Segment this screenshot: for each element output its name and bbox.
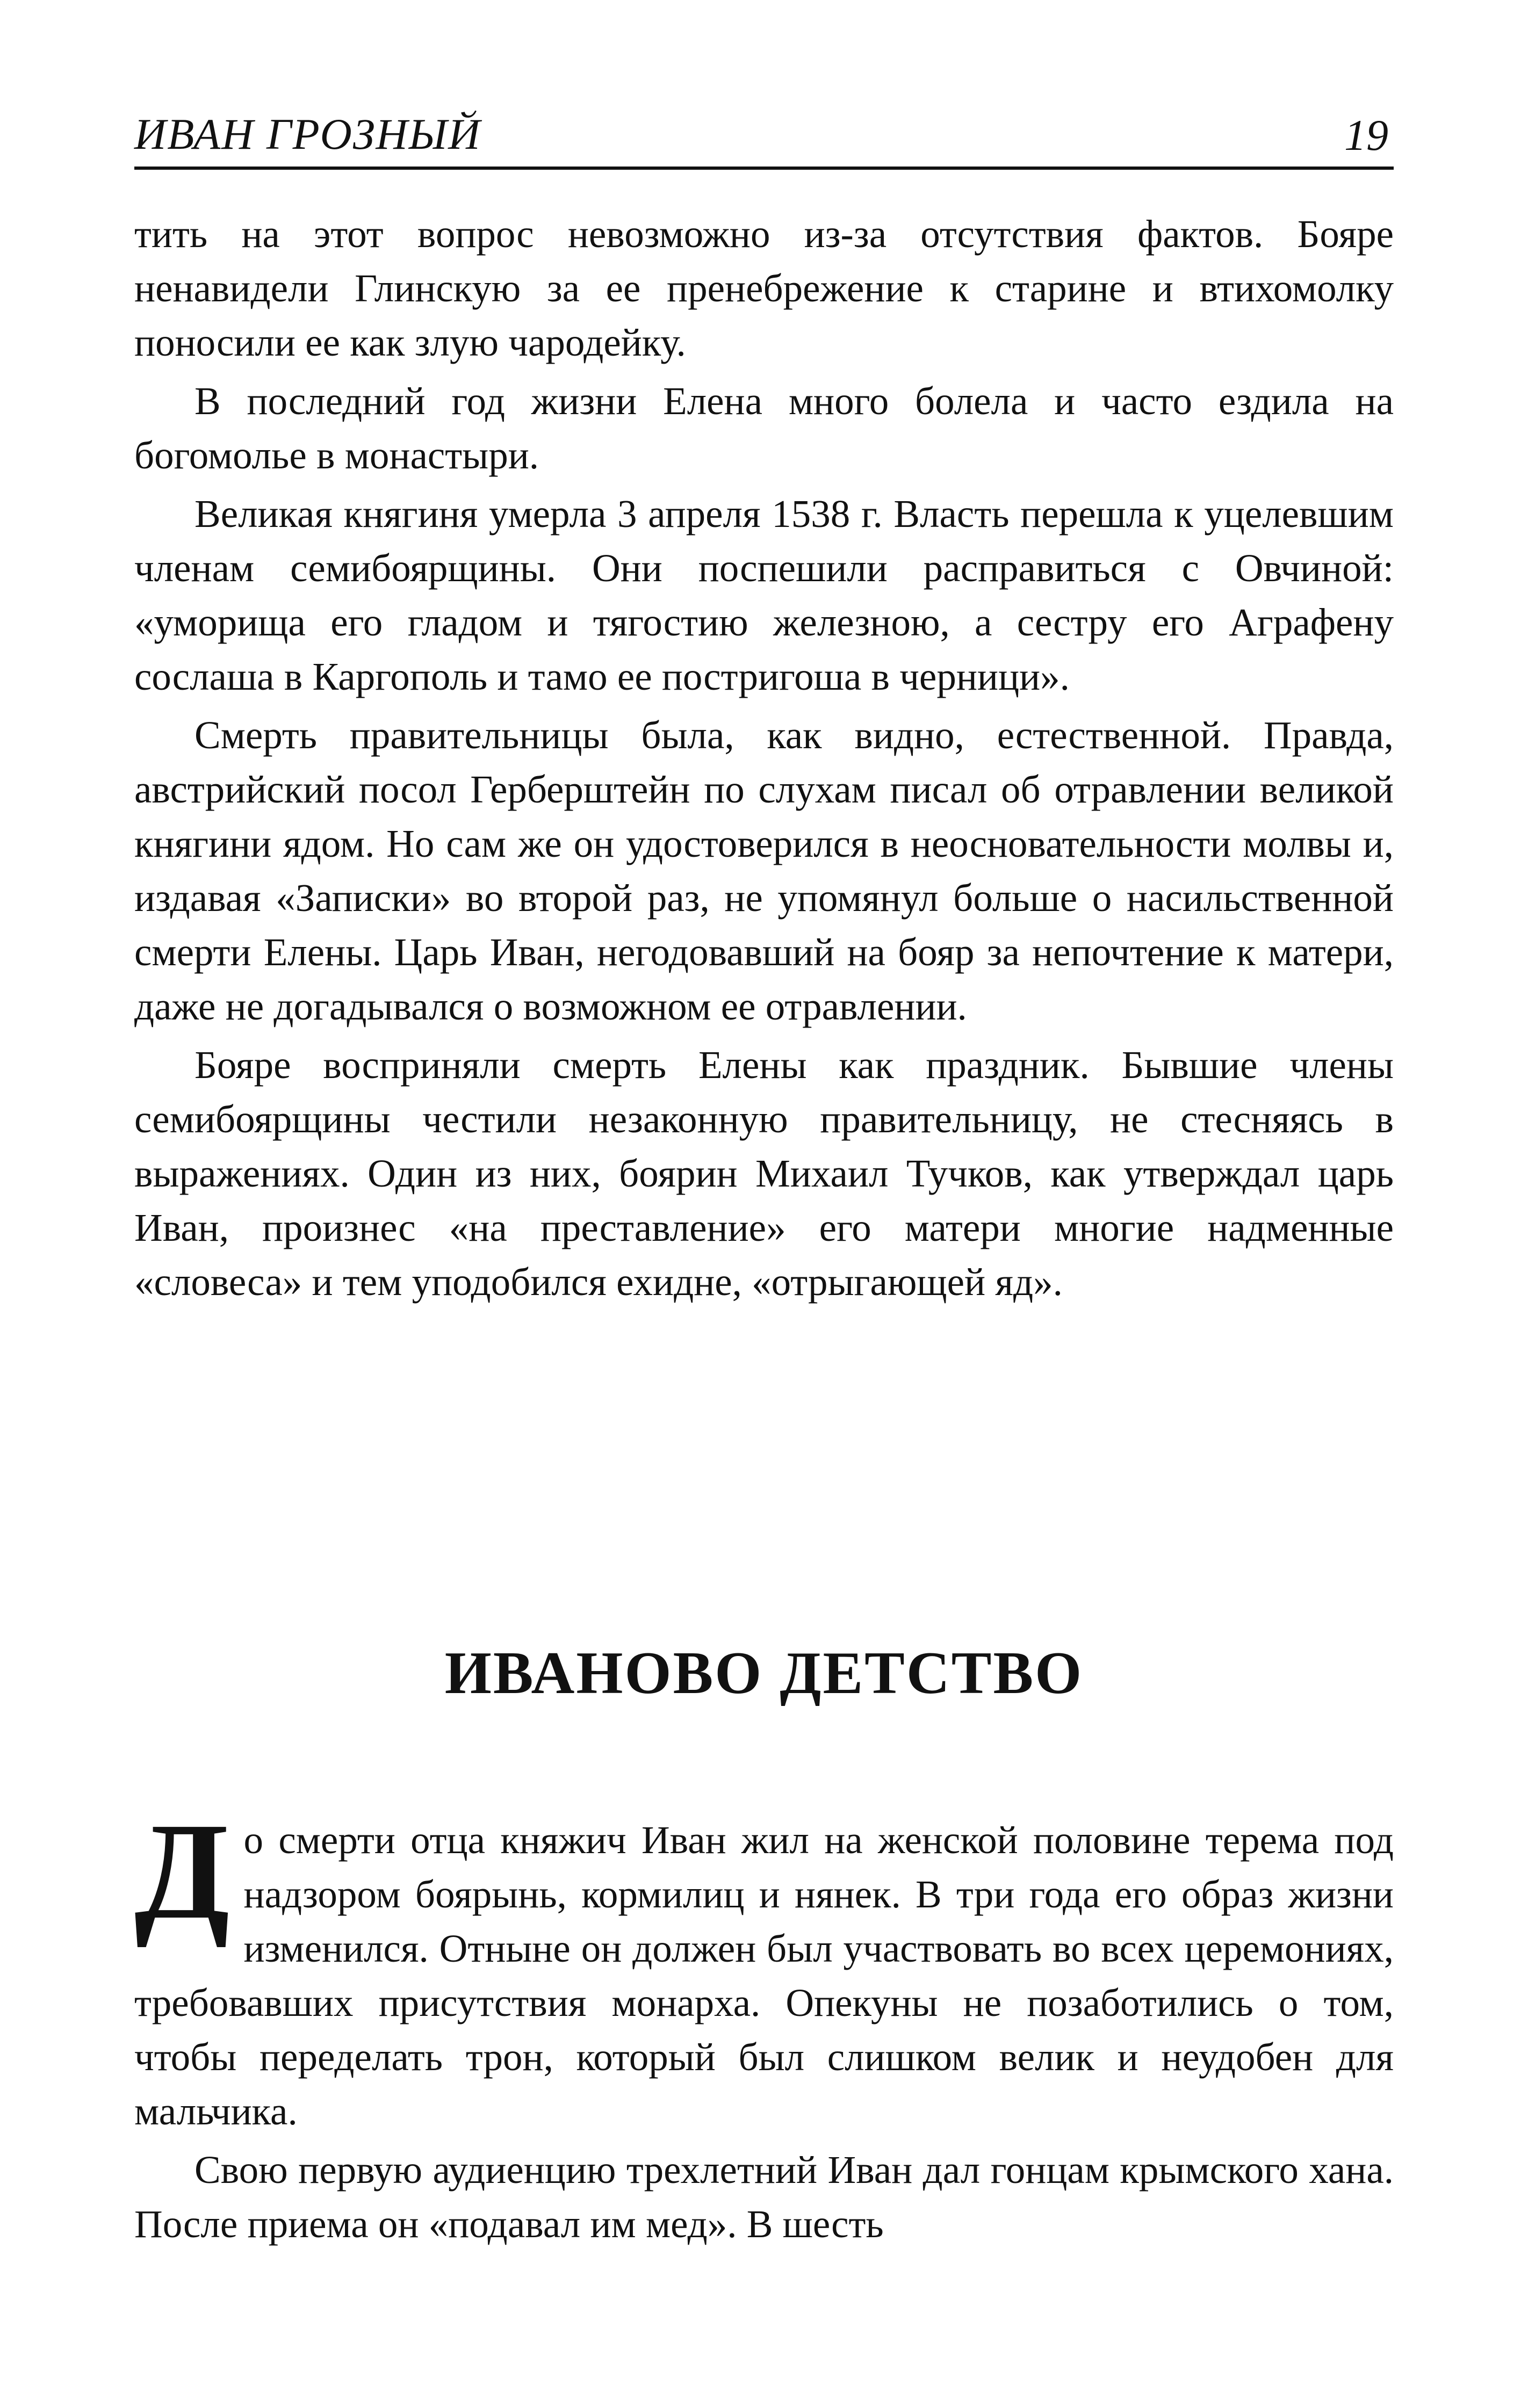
body-text-top xyxy=(134,207,1394,1313)
page-number: 19 xyxy=(1344,111,1388,160)
drop-cap: Д xyxy=(134,1794,230,1948)
paragraph: В последний год жизни Елена много болела и часто ездила на богомолье в монастыри. xyxy=(134,379,1394,477)
chapter-first-paragraph xyxy=(134,1794,1394,2138)
first-paragraph-text: о смерти отца княжич Иван жил на женской половине терема под надзором боярынь, кормилиц и нянек. В три года его образ жизни изменился. Отныне он должен был участвовать во всех церемониях, требовавших присутствия монарха. Опекуны не позаботились о том, чтобы переделать трон, который был слишком велик и неудобен для мальчика. xyxy=(134,1818,1394,2133)
paragraph: тить на этот вопрос невозможно из-за отсутствия фактов. Бояре ненавидели Глинскую за ее пренебрежение к старине и втихомолку поносили ее как злую чародейку. xyxy=(134,212,1394,364)
running-header xyxy=(134,107,1394,170)
paragraph: Смерть правительницы была, как видно, естественной. Правда, австрийский посол Герберштейн по слухам писал об отравлении великой княгини ядом. Но сам же он удостоверился в неосновательности молвы и, издавая «Записки» во второй раз, не упомянул больше о насильственной смерти Елены. Царь Иван, негодовавший на бояр за непочтение к матери, даже не догадывался о возможном ее отравлении. xyxy=(134,713,1394,1028)
paragraph: Великая княгиня умерла 3 апреля 1538 г. Власть перешла к уцелевшим членам семибоярщины. Они поспешили расправиться с Овчиной: «уморища его гладом и тягостию железною, а сестру его Аграфену сослаша в Каргополь и тамо ее постригоша в черници». xyxy=(134,492,1394,698)
running-title: ИВАН ГРОЗНЫЙ xyxy=(134,110,481,158)
body-text-chapter xyxy=(134,1794,1394,2255)
paragraph: Свою первую аудиенцию трехлетний Иван дал гонцам крымского хана. После приема он «подавал им мед». В шесть xyxy=(134,2148,1394,2246)
paragraph: Бояре восприняли смерть Елены как праздник. Бывшие члены семибоярщины честили незаконную правительницу, не стесняясь в выражениях. Один из них, боярин Михаил Тучков, как утверждал царь Иван, произнес «на преставление» его матери многие надменные «словеса» и тем уподобился ехидне, «отрыгающей яд». xyxy=(134,1043,1394,1304)
chapter-title: ИВАНОВО ДЕТСТВО xyxy=(444,1640,1084,1706)
book-page xyxy=(134,0,1394,2408)
